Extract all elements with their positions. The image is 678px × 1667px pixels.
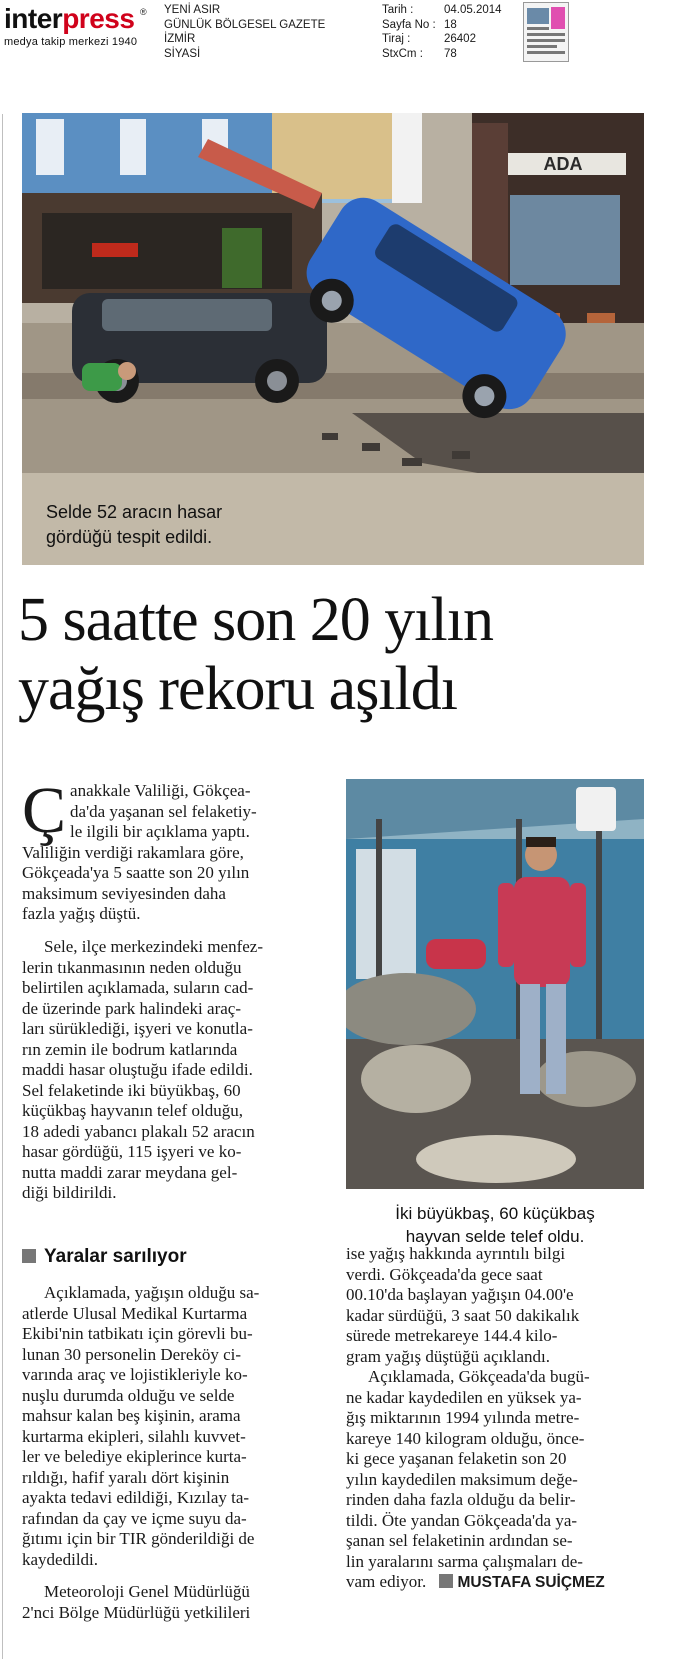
field-label-stxcm: StxCm : <box>382 47 423 60</box>
p5-line-2: verdi. Gökçeada'da gece saat <box>346 1264 543 1284</box>
publication-type: GÜNLÜK BÖLGESEL GAZETE <box>164 18 326 31</box>
byline-square-icon <box>439 1574 453 1588</box>
field-value-circulation: 26402 <box>444 33 476 45</box>
photo2-caption <box>346 1202 644 1248</box>
p5-line-5: sürede metrekareye 144.4 kilo- <box>346 1326 558 1345</box>
drop-cap: Ç <box>22 774 67 847</box>
publication-name: YENİ ASIR <box>164 4 221 16</box>
p2-line-7: maddi hasar oluştuğu ifade edildi. <box>22 1060 253 1079</box>
p2-line-12: nutta maddi zarar meydana gel- <box>22 1162 238 1182</box>
photo1-caption <box>46 500 222 550</box>
p2-line-8: Sel felaketinde iki büyükbaş, 60 <box>22 1080 241 1100</box>
flood-cars-illustration <box>22 113 644 565</box>
p2-line-4: de üzerinde park halindeki araç- <box>22 998 241 1018</box>
p3-line-2: atlerde Ulusal Medikal Kurtarma <box>22 1303 248 1323</box>
p6-line-2: ne kadar kaydedilen en yüksek ya- <box>346 1387 582 1407</box>
photo2-caption-line-2: hayvan selde telef oldu. <box>405 1227 585 1246</box>
article-paragraph-3 <box>22 1283 335 1570</box>
logo-tagline: medya takip merkezi 1940 <box>4 36 138 48</box>
photo1-caption-line-1: Selde 52 aracın hasar <box>46 502 223 522</box>
p1-line-2: da'da yaşanan sel felaketiy- <box>70 801 257 821</box>
p2-line-3: belirtilen açıklamada, suların cad- <box>22 978 254 997</box>
p5-line-1: ise yağış hakkında ayrıntılı bilgi <box>346 1244 566 1263</box>
p4-line-1: Meteoroloji Genel Müdürlüğü <box>44 1582 250 1601</box>
p5-line-6: gram yağış düştüğü açıklandı. <box>346 1346 550 1366</box>
clipping-border-line <box>2 114 3 1659</box>
field-label-date: Tarih : <box>382 4 414 16</box>
p3-line-8: kurtarma ekipleri, silahlı kuvvet- <box>22 1426 246 1446</box>
p1-line-7: fazla yağış düştü. <box>22 904 141 923</box>
logo-brand-press: press <box>62 3 135 34</box>
p6-line-3: ğış miktarının 1994 yılında metre- <box>346 1408 580 1427</box>
field-label-circulation: Tiraj : <box>382 33 411 45</box>
photo2-caption-line-1: İki büyükbaş, 60 küçükbaş <box>395 1204 595 1223</box>
publication-section: SİYASİ <box>164 47 201 60</box>
page-thumbnail <box>523 2 569 62</box>
article-paragraph-6 <box>346 1367 644 1594</box>
field-label-page: Sayfa No : <box>382 18 436 31</box>
p2-line-2: lerin tıkanmasının neden olduğu <box>22 957 242 977</box>
p3-line-7: mahsur kalan beş kişinin, arama <box>22 1406 241 1425</box>
p3-line-3: Ekibi'nin tatbikatı için görevli bu- <box>22 1324 253 1343</box>
field-value-date: 04.05.2014 <box>444 4 502 16</box>
p5-line-4: kadar sürdüğü, 3 saat 50 dakikalık <box>346 1305 580 1325</box>
p6-line-4: kareye 140 kilogram olduğu, önce- <box>346 1428 585 1448</box>
headline-line-1: 5 saatte son 20 yılın <box>18 586 493 654</box>
logo-brand-inter: inter <box>4 3 63 34</box>
publication-info <box>164 3 325 61</box>
p1-line-3: le ilgili bir açıklama yaptı. <box>70 822 250 841</box>
p2-line-13: diği bildirildi. <box>22 1183 117 1202</box>
p2-line-1: Sele, ilçe merkezindeki menfez- <box>44 937 263 956</box>
p6-line-5: ki gece yaşanan felaketin son 20 <box>346 1449 567 1468</box>
p6-line-7: rinden daha fazla olduğu da belir- <box>346 1490 576 1509</box>
clipping-field-labels <box>382 3 436 61</box>
headline-line-2: yağış rekoru aşıldı <box>18 655 458 723</box>
article-paragraph-4 <box>22 1582 335 1623</box>
p1-line-5: Gökçeada'ya 5 saatte son 20 yılın <box>22 863 250 882</box>
p3-line-9: ler ve belediye ekiplerince kurta- <box>22 1447 247 1466</box>
p6-line-6: yılın kaydedilen maksimum değe- <box>346 1469 578 1489</box>
p2-line-5: ları sürüklediği, işyeri ve konutla- <box>22 1019 253 1038</box>
p3-line-12: rafından da çay ve içme suyu da- <box>22 1508 247 1528</box>
p3-line-14: kaydedildi. <box>22 1549 99 1569</box>
interpress-logo <box>4 4 150 50</box>
p4-line-2: 2'nci Bölge Müdürlüğü yetkilileri <box>22 1602 251 1622</box>
photo1-caption-line-2: gördüğü tespit edildi. <box>46 527 213 547</box>
livestock-illustration <box>346 779 644 1189</box>
p6-line-9: şanan sel felaketinin ardından se- <box>346 1531 573 1550</box>
flood-cars-photo <box>22 113 644 565</box>
p2-line-6: rın zemin ile bodrum katlarında <box>22 1039 238 1059</box>
p1-line-1: anakkale Valiliği, Gökçea- <box>70 781 251 800</box>
subheading <box>22 1246 187 1268</box>
p3-line-5: varında araç ve lojistikleriyle ko- <box>22 1365 248 1384</box>
p6-line-11: vam ediyor. <box>346 1572 427 1591</box>
article-paragraph-5 <box>346 1244 644 1367</box>
article-paragraph-1 <box>22 774 335 925</box>
p3-line-13: ğıtımı için bir TIR gönderildiği de <box>22 1529 255 1548</box>
p3-line-1: Açıklamada, yağışın olduğu sa- <box>44 1283 260 1302</box>
p5-line-3: 00.10'da başlayan yağışın 04.00'e <box>346 1285 574 1304</box>
p1-line-4: Valiliğin verdiği rakamlara göre, <box>22 842 244 862</box>
store-sign-text: ADA <box>543 154 583 174</box>
p3-line-4: lunan 30 personelin Dereköy ci- <box>22 1344 242 1364</box>
author-byline: MUSTAFA SUİÇMEZ <box>457 1574 605 1591</box>
subheading-text: Yaralar sarılıyor <box>44 1246 187 1267</box>
p2-line-10: 18 adedi yabancı plakalı 52 aracın <box>22 1121 255 1141</box>
headline <box>18 586 658 724</box>
p3-line-6: nuşlu durumda olduğu ve selde <box>22 1385 235 1405</box>
p6-line-1: Açıklamada, Gökçeada'da bugü- <box>368 1367 590 1386</box>
subheading-square-icon <box>22 1249 36 1263</box>
p6-line-10: lin yaralarını sarma çalışmaları de- <box>346 1551 583 1571</box>
p3-line-11: ayakta tedavi edildiği, Kızılay ta- <box>22 1488 250 1507</box>
p6-line-8: tildi. Öte yandan Gökçeada'da ya- <box>346 1510 578 1530</box>
p2-line-9: küçükbaş hayvanın telef olduğu, <box>22 1101 243 1120</box>
p2-line-11: hasar gördüğü, 115 işyeri ve ko- <box>22 1142 242 1161</box>
field-value-stxcm: 78 <box>444 47 457 60</box>
logo-registered-mark: ® <box>140 7 147 17</box>
clipping-field-values <box>444 3 502 61</box>
p6-last-line <box>346 1572 644 1594</box>
livestock-photo <box>346 779 644 1189</box>
p1-line-6: maksimum seviyesinden daha <box>22 883 226 903</box>
p3-line-10: rıldığı, hafif yaralı dört kişinin <box>22 1467 230 1487</box>
publication-city: İZMİR <box>164 33 196 45</box>
article-paragraph-2 <box>22 937 335 1204</box>
field-value-page: 18 <box>444 18 457 31</box>
